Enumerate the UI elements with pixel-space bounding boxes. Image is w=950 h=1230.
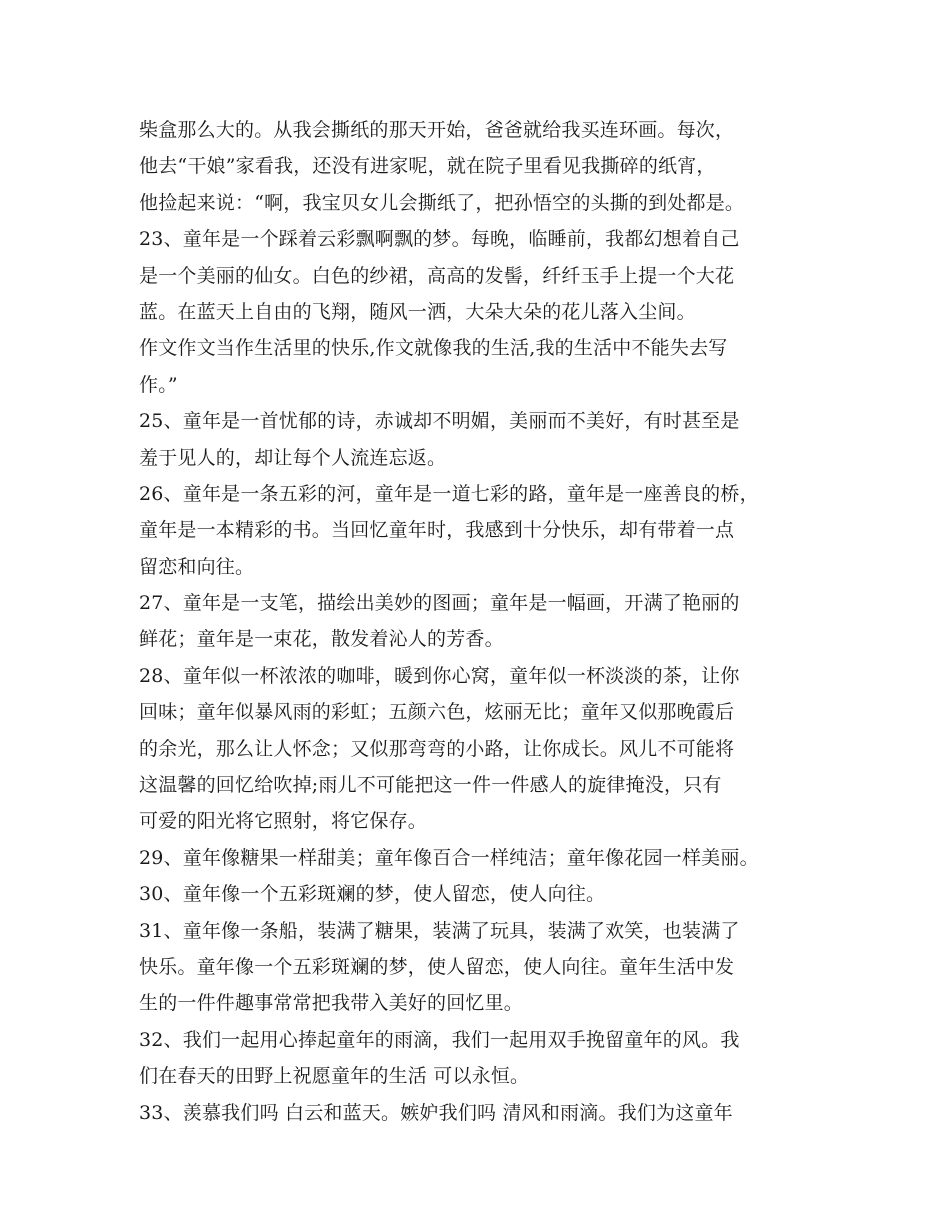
text-line: 32、我们一起用心捧起童年的雨滴，我们一起用双手挽留童年的风。我 — [139, 1028, 740, 1051]
text-line: 30、童年像一个五彩斑斓的梦，使人留恋，使人向往。 — [139, 883, 606, 906]
text-line: 回味；童年似暴风雨的彩虹；五颜六色，炫丽无比；童年又似那晚霞后 — [139, 701, 735, 724]
text-line: 羞于见人的，却让每个人流连忘返。 — [139, 446, 447, 469]
text-line: 生的一件件趣事常常把我带入美好的回忆里。 — [139, 992, 524, 1015]
text-line: 28、童年似一杯浓浓的咖啡，暖到你心窝，童年似一杯淡淡的茶，让你 — [139, 664, 740, 687]
text-line: 27、童年是一支笔，描绘出美妙的图画；童年是一幅画，开满了艳丽的 — [139, 592, 740, 615]
text-line: 留恋和向往。 — [139, 555, 255, 578]
text-line: 的余光，那么让人怀念；又似那弯弯的小路，让你成长。风儿不可能将 — [139, 737, 735, 760]
text-line: 25、童年是一首忧郁的诗，赤诚却不明媚，美丽而不美好，有时甚至是 — [139, 410, 740, 433]
text-line: 29、童年像糖果一样甜美；童年像百合一样纯洁；童年像花园一样美丽。 — [139, 846, 759, 869]
text-line: 柴盒那么大的。从我会撕纸的那天开始，爸爸就给我买连环画。每次， — [139, 119, 735, 141]
text-line: 33、羡慕我们吗 白云和蓝天。嫉妒我们吗 清风和雨滴。我们为这童年 — [139, 1101, 733, 1124]
text-line: 可爱的阳光将它照射，将它保存。 — [139, 810, 428, 833]
text-line: 31、童年像一条船，装满了糖果，装满了玩具，装满了欢笑，也装满了 — [139, 919, 740, 942]
text-line: 他去“干娘”家看我，还没有进家呢，就在院子里看见我撕碎的纸宵， — [139, 155, 716, 178]
text-line: 蓝。在蓝天上自由的飞翔，随风一洒，大朵大朵的花儿落入尘间。 — [139, 300, 696, 323]
text-line: 这温馨的回忆给吹掉;雨儿不可能把这一件一件感人的旋律掩没，只有 — [139, 774, 722, 797]
text-line: 们在春天的田野上祝愿童年的生活 可以永恒。 — [139, 1065, 530, 1088]
text-line: 童年是一本精彩的书。当回忆童年时，我感到十分快乐，却有带着一点 — [139, 519, 735, 542]
text-line: 鲜花；童年是一束花，散发着沁人的芳香。 — [139, 628, 504, 651]
document-body — [139, 112, 829, 1131]
text-line: 作。” — [139, 373, 178, 396]
text-line: 作文作文当作生活里的快乐,作文就像我的生活,我的生活中不能失去写 — [139, 337, 728, 360]
text-line: 他捡起来说：“啊，我宝贝女儿会撕纸了，把孙悟空的头撕的到处都是。 — [139, 191, 745, 214]
text-line: 23、童年是一个踩着云彩飘啊飘的梦。每晚，临睡前，我都幻想着自己 — [139, 228, 740, 251]
text-line: 快乐。童年像一个五彩斑斓的梦，使人留恋，使人向往。童年生活中发 — [139, 955, 735, 978]
text-line: 是一个美丽的仙女。白色的纱裙，高高的发髻，纤纤玉手上提一个大花 — [139, 264, 735, 287]
text-line: 26、童年是一条五彩的河，童年是一道七彩的路，童年是一座善良的桥， — [139, 482, 759, 505]
